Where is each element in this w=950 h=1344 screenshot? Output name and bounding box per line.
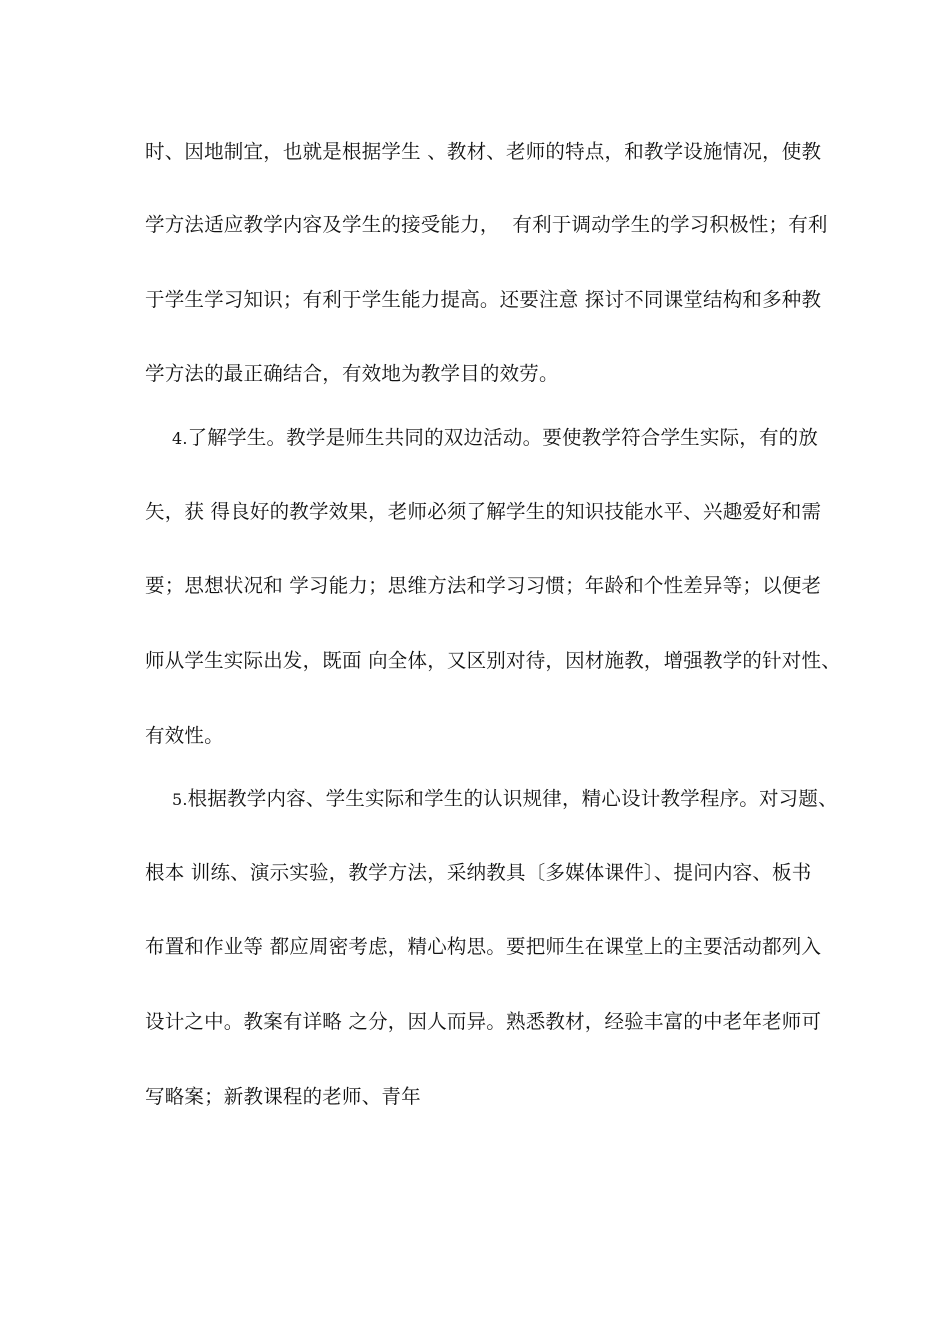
- paragraph-5-line-4: 设计之中。教案有详略 之分，因人而异。熟悉教材，经验丰富的中老年老师可: [145, 1010, 822, 1033]
- paragraph-5-line-5: 写略案；新教课程的老师、青年: [145, 1085, 421, 1108]
- paragraph-4-number: 4.: [172, 429, 188, 448]
- paragraph-5-line-2: 根本 训练、演示实验，教学方法，采纳教具〔多媒体课件〕、提问内容、板书: [145, 861, 812, 884]
- paragraph-1-line-3: 于学生学习知识；有利于学生能力提高。还要注意 探讨不同课堂结构和多种教: [145, 288, 822, 311]
- paragraph-4-line-1: [172, 424, 818, 453]
- paragraph-4-line-4: 师从学生实际出发，既面 向全体，又区别对待，因材施教，增强教学的针对性、: [145, 649, 841, 672]
- paragraph-1-line-1: 时、因地制宜，也就是根据学生 、教材、老师的特点，和教学设施情况，使教: [145, 140, 822, 163]
- paragraph-5-line-1: [172, 785, 838, 814]
- paragraph-1-line-4: 学方法的最正确结合，有效地为教学目的效劳。: [145, 362, 559, 385]
- paragraph-5-number: 5.: [172, 790, 188, 809]
- paragraph-1-line-2: 学方法适应教学内容及学生的接受能力， 有利于调动学生的学习积极性；有利: [145, 213, 828, 236]
- paragraph-5-line-1-text: 根据教学内容、学生实际和学生的认识规律，精心设计教学程序。对习题、: [187, 787, 838, 810]
- paragraph-5-line-3: 布置和作业等 都应周密考虑，精心构思。要把师生在课堂上的主要活动都列入: [145, 935, 822, 958]
- paragraph-4-line-3: 要；思想状况和 学习能力；思维方法和学习习惯；年龄和个性差异等；以便老: [145, 574, 822, 597]
- paragraph-4-line-2: 矢，获 得良好的教学效果，老师必须了解学生的知识技能水平、兴趣爱好和需: [145, 500, 822, 523]
- paragraph-4-line-1-text: 了解学生。教学是师生共同的双边活动。要使教学符合学生实际，有的放: [187, 426, 819, 449]
- paragraph-4-line-5: 有效性。: [145, 724, 224, 747]
